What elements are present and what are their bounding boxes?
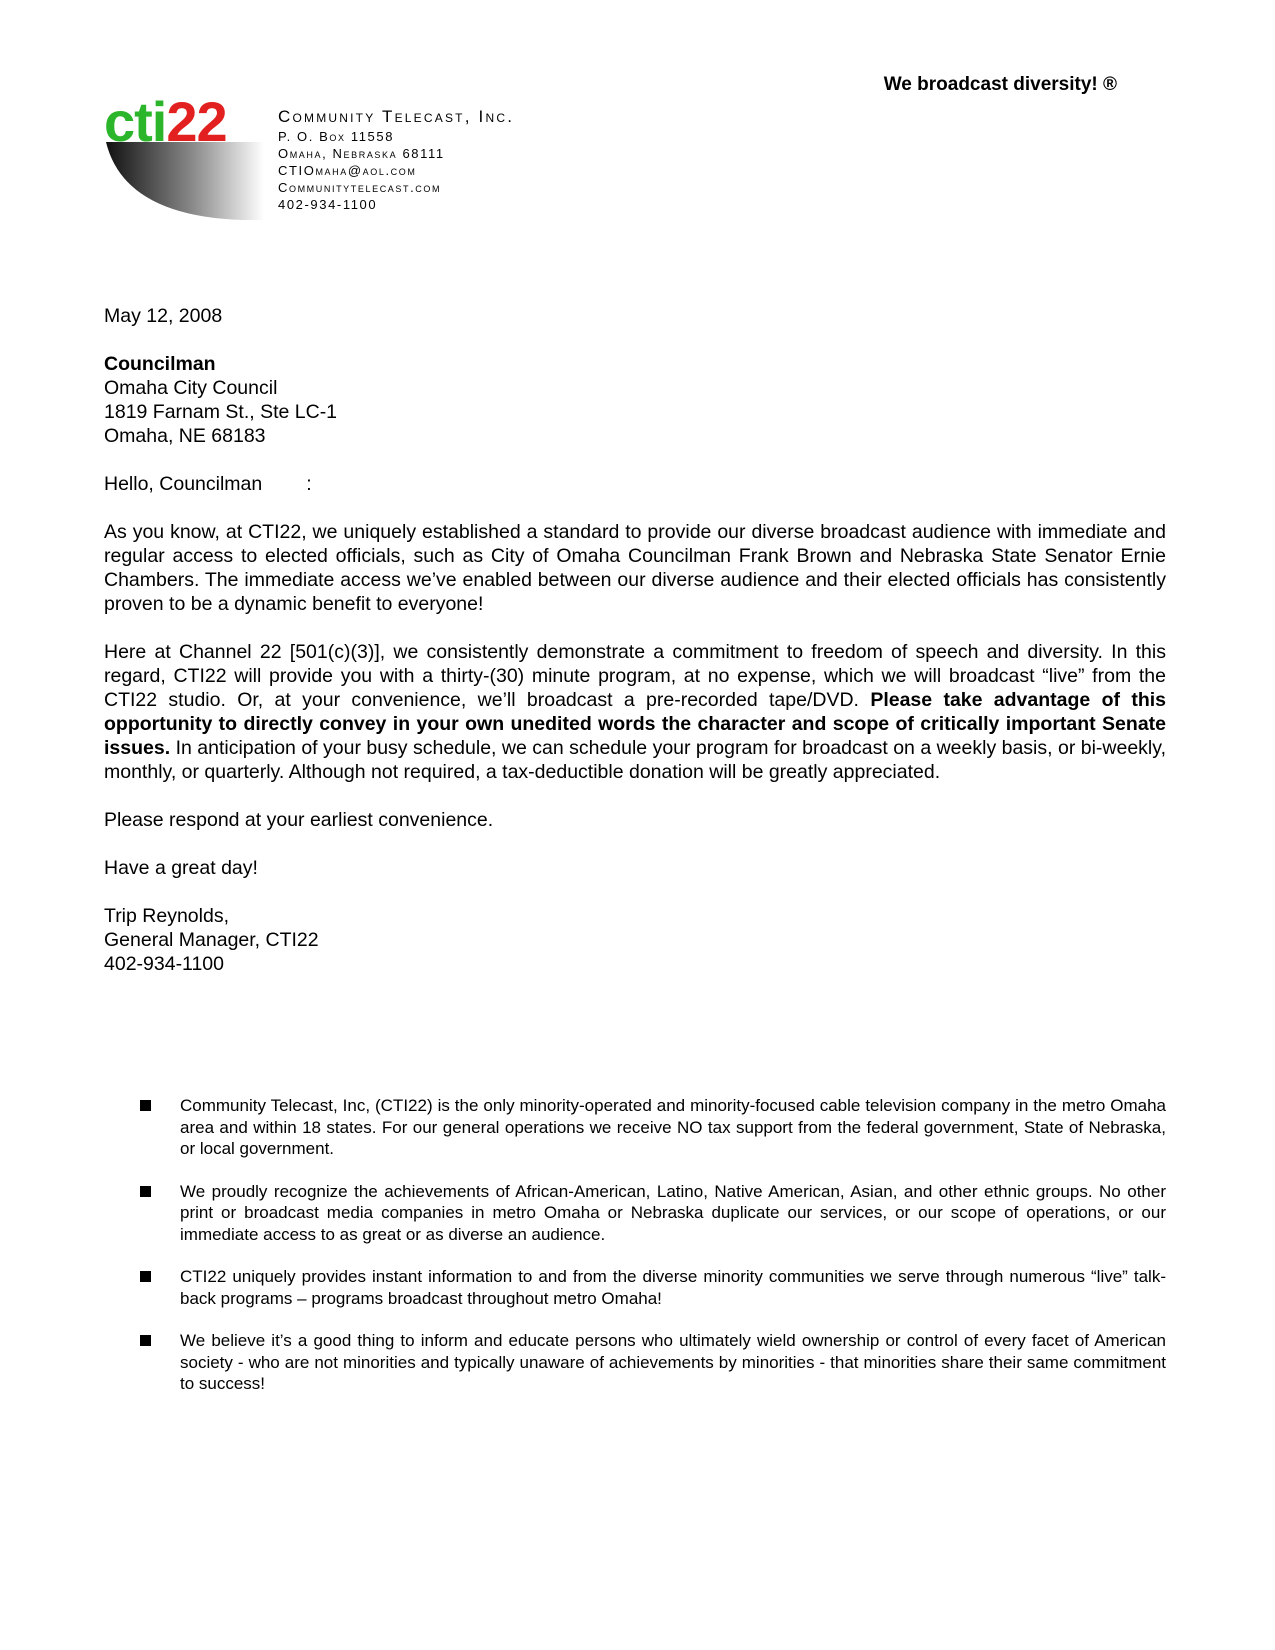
list-item (140, 1266, 1166, 1309)
greeting-text: Hello, Councilman (104, 473, 263, 495)
list-item (140, 1095, 1166, 1160)
cti22-logo (104, 90, 264, 230)
greeting-colon: : (306, 473, 312, 495)
logo-text-cti: cti (104, 90, 167, 153)
square-bullet-icon (140, 1330, 180, 1395)
paragraph-2-part-1: Here at Channel 22 [501(c)(3)], we consistently demonstrate a commitment to freedom of speech and diversity. In this regard, CTI22 will provide you with a thirty-(30) minute program, at no expense, which we will broadcast “live” from the CTI22 studio. Or, at your convenience, we’ll broadcast a pre-recorded tape/DVD. (104, 641, 1166, 711)
paragraph-1: As you know, at CTI22, we uniquely established a standard to provide our diverse broadcast audience with immediate and regular access to elected officials, such as City of Omaha Councilman Frank Brown and Nebraska State Senator Ernie Chambers. The immediate access we’ve enabled between our diverse audience and their elected officials has consistently proven to be a dynamic benefit to everyone! (104, 521, 1166, 615)
logo-wordmark (104, 92, 264, 152)
signature-name: Trip Reynolds, (104, 905, 229, 927)
bullet-text: We believe it’s a good thing to inform and educate persons who ultimately wield ownership or control of every facet of American society - who are not minorities and typically unaware of achievements by minorities - that minorities share their same commitment to success! (180, 1331, 1166, 1393)
greeting (104, 472, 1166, 496)
square-bullet-icon (140, 1266, 180, 1309)
company-po-box: P. O. Box 11558 (278, 129, 395, 144)
recipient-line: 1819 Farnam St., Ste LC-1 (104, 401, 338, 423)
logo-text-22: 22 (166, 90, 227, 153)
company-phone: 402-934-1100 (278, 197, 378, 212)
closing: Have a great day! (104, 857, 258, 879)
company-email: CTIOmaha@aol.com (278, 163, 417, 178)
paragraph-3: Please respond at your earliest convenience. (104, 809, 494, 831)
tagline: We broadcast diversity! ® (883, 74, 1117, 95)
company-website: Communitytelecast.com (278, 180, 442, 195)
letter-date: May 12, 2008 (104, 305, 223, 327)
paragraph-2 (104, 640, 1166, 784)
recipient-address (104, 352, 1166, 448)
bullet-list (140, 1095, 1166, 1416)
bullet-text: We proudly recognize the achievements of African-American, Latino, Native American, Asian, and other ethnic groups. No other print or broadcast media companies in metro Omaha or Nebraska duplicate our services, or our scope of operations, or our immediate access to as great or as diverse an audience. (180, 1181, 1166, 1244)
bullet-text: CTI22 uniquely provides instant information to and from the diverse minority communities we serve through numerous “live” talk-back programs – programs broadcast throughout metro Omaha! (180, 1267, 1166, 1308)
square-bullet-icon (140, 1095, 180, 1160)
company-city: Omaha, Nebraska 68111 (278, 146, 445, 161)
letter-body (104, 304, 1166, 1000)
list-item (140, 1330, 1166, 1395)
paragraph-2-bold: Please take advantage of this opportunity to directly convey in your own unedited words the character and scope of critically important Senate issues. (104, 689, 1166, 759)
recipient-line: Omaha, NE 68183 (104, 425, 266, 447)
paragraph-2-part-2: In anticipation of your busy schedule, we can schedule your program for broadcast on a weekly basis, or bi-weekly, monthly, or quarterly. Although not required, a tax-deductible donation will be greatly appreciated. (104, 737, 1166, 783)
signature-phone: 402-934-1100 (104, 953, 224, 975)
bullet-text: Community Telecast, Inc, (CTI22) is the only minority-operated and minority-focused cable television company in the metro Omaha area and within 18 states. For our general operations we receive NO tax support from the federal government, State of Nebraska, or local government. (180, 1096, 1166, 1158)
signature-block (104, 904, 1166, 976)
square-bullet-icon (140, 1181, 180, 1246)
company-name: Community Telecast, Inc. (278, 107, 515, 126)
signature-title: General Manager, CTI22 (104, 929, 319, 951)
list-item (140, 1181, 1166, 1246)
recipient-title: Councilman (104, 353, 216, 375)
company-info (278, 106, 514, 213)
recipient-line: Omaha City Council (104, 377, 278, 399)
